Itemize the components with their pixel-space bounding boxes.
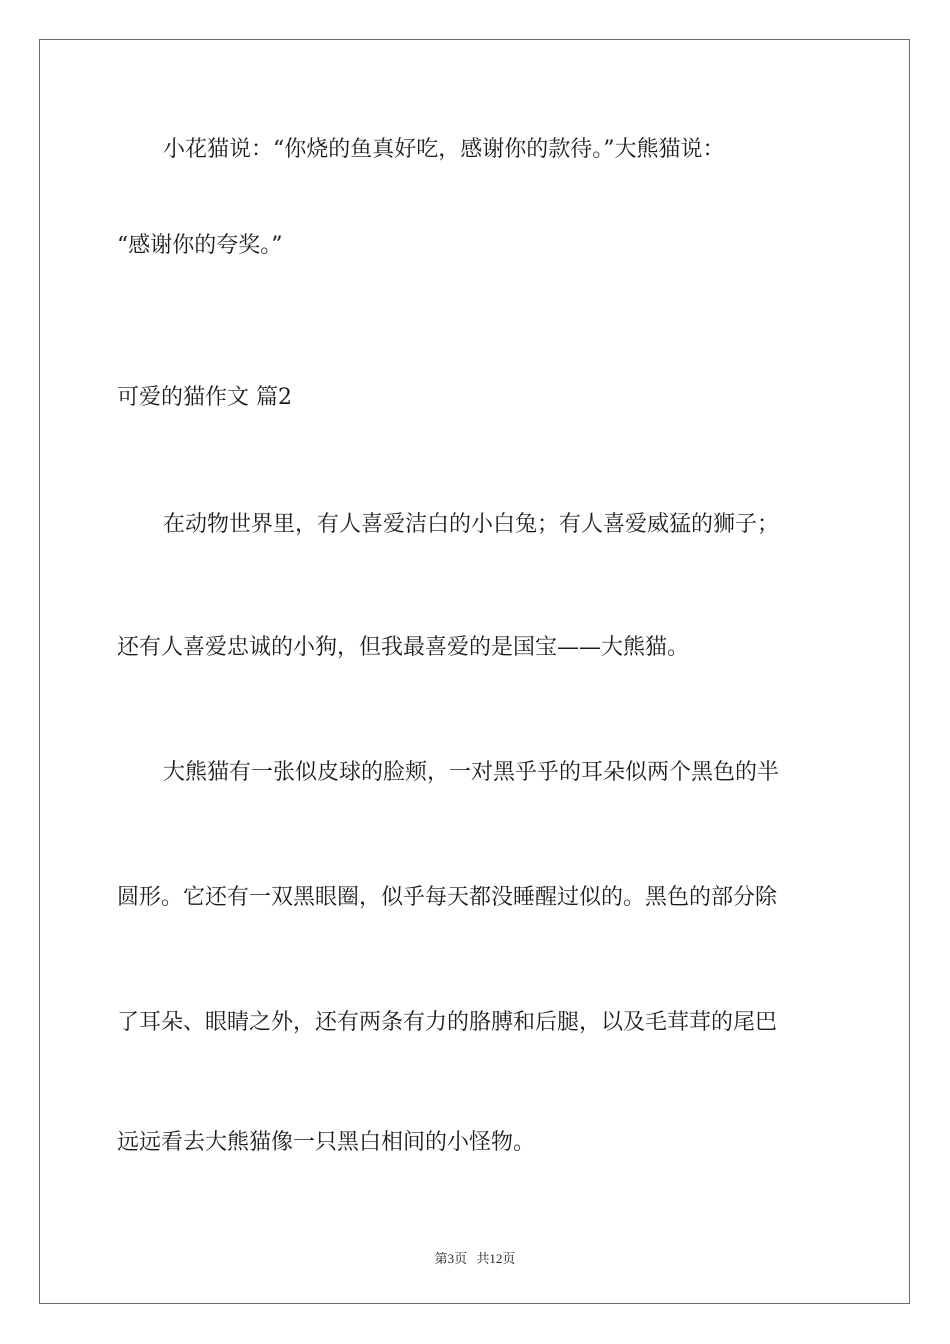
paragraph-line: 还有人喜爱忠诚的小狗，但我最喜爱的是国宝——大熊猫。 — [117, 635, 690, 660]
paragraph-line: 了耳朵、眼睛之外，还有两条有力的胳膊和后腿，以及毛茸茸的尾巴 — [117, 1010, 778, 1035]
page-number: 第3页 — [434, 1251, 468, 1266]
paragraph-line: 圆形。它还有一双黑眼圈，似乎每天都没睡醒过似的。黑色的部分除 — [117, 885, 778, 910]
section-heading: 可爱的猫作文 篇2 — [117, 385, 292, 410]
paragraph-line: 在动物世界里，有人喜爱洁白的小白兔；有人喜爱威猛的狮子； — [163, 512, 780, 537]
page-footer — [0, 1248, 950, 1267]
paragraph-line: “感谢你的夸奖。” — [117, 233, 283, 258]
total-pages: 共12页 — [476, 1251, 516, 1266]
paragraph-line: 大熊猫有一张似皮球的脸颊，一对黑乎乎的耳朵似两个黑色的半 — [163, 760, 780, 785]
paragraph-line: 远远看去大熊猫像一只黑白相间的小怪物。 — [117, 1130, 536, 1155]
paragraph-line: 小花猫说：“你烧的鱼真好吃，感谢你的款待。”大熊猫说： — [163, 137, 725, 162]
page-border — [39, 39, 910, 1304]
